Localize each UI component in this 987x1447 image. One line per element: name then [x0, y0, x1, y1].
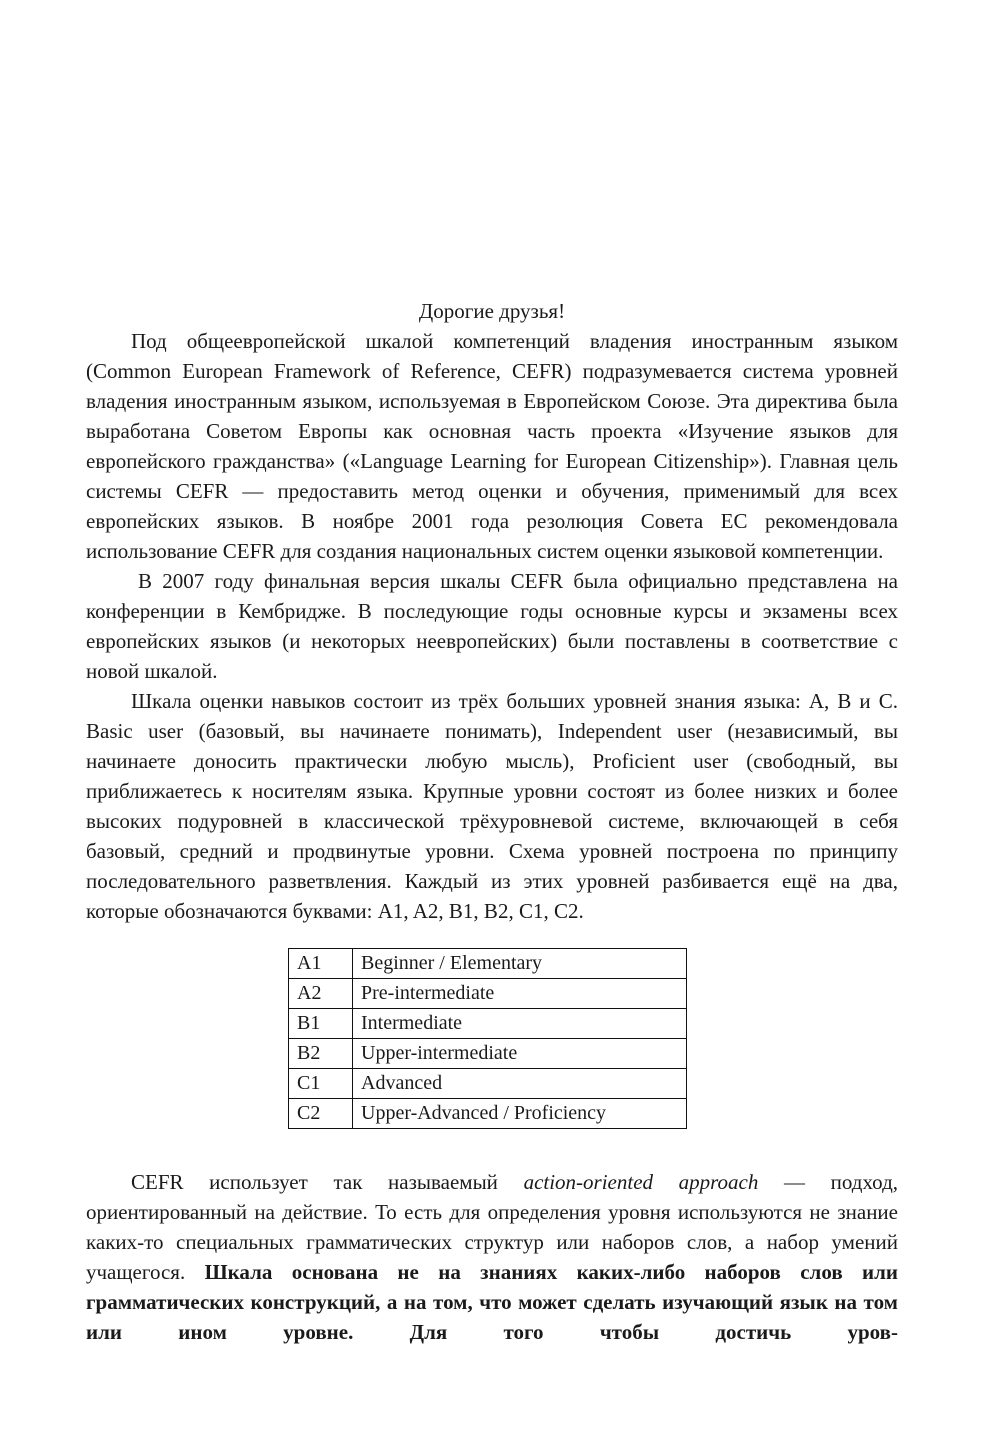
level-code-cell: A2 — [289, 979, 353, 1009]
level-code-cell: B2 — [289, 1039, 353, 1069]
paragraph-skill-scale-levels: Шкала оценки навыков состоит из трёх больших уровней знания языка: A, B и C. Basic user (базовый, вы начинаете понимать), Independent user (независимый, вы начинаете доносить практически любую мысль), Proficient user (свободный, вы приближаетесь к носителям языка. Крупные уровни состоят из более низких и более высоких подуровней в классической трёхуровневой системе, включающей в себя базовый, средний и продвинутые уровни. Схема уровней построена по принципу последовательного разветвления. Каждый из этих уровней разбивается ещё на два, которые обозначаются буквами: A1, A2, B1, B2, C1, C2. — [86, 689, 898, 923]
table-row — [289, 949, 687, 979]
level-name-cell: Pre-intermediate — [353, 979, 687, 1009]
paragraph-action-oriented-approach — [86, 1167, 898, 1377]
table-row — [289, 1009, 687, 1039]
level-code-cell: C1 — [289, 1069, 353, 1099]
levels-table-container — [86, 948, 898, 1129]
closing-run-italic-action-oriented: action-oriented approach — [523, 1170, 759, 1194]
paragraph-2007-final-version: В 2007 году финальная версия шкалы CEFR была официально представлена на конференции в Кембридже. В последующие годы основные курсы и экзамены всех европейских языков (и некоторых неевропейских) были поставлены в соответствие с новой шкалой. — [86, 569, 898, 683]
level-code-cell: A1 — [289, 949, 353, 979]
closing-run-bold-emphasis: Шкала основана не на знаниях каких-либо наборов слов или грамматических конструкций, а на том, что может сделать изучающий язык на том или ином уровне. Для того чтобы достичь уров- — [86, 1260, 898, 1344]
level-name-cell: Upper-Advanced / Proficiency — [353, 1099, 687, 1129]
level-name-cell: Intermediate — [353, 1009, 687, 1039]
closing-run-roman-2: — подход, ориентированный на действие. То есть для определения уровня используются не знание каких-то специальных грамматических структур или наборов слов, а набор умений учащегося. — [86, 1170, 899, 1284]
level-code-cell: B1 — [289, 1009, 353, 1039]
level-name-cell: Upper-intermediate — [353, 1039, 687, 1069]
table-row — [289, 979, 687, 1009]
spacer — [86, 1129, 898, 1167]
level-code-cell: C2 — [289, 1099, 353, 1129]
cefr-levels-table — [288, 948, 687, 1129]
level-name-cell: Beginner / Elementary — [353, 949, 687, 979]
table-row — [289, 1099, 687, 1129]
table-row — [289, 1069, 687, 1099]
page-title: Дорогие друзья! — [418, 299, 566, 323]
closing-run-roman-1: CEFR использует так называемый — [131, 1170, 524, 1194]
level-name-cell: Advanced — [353, 1069, 687, 1099]
document-page — [86, 296, 898, 1377]
paragraph-intro-cefr: Под общеевропейской шкалой компетенций владения иностранным языком (Common European Framework of Reference, CEFR) подразумевается система уровней владения иностранным языком, используемая в Европейском Союзе. Эта директива была выработана Советом Европы как основная часть проекта «Изучение языков для европейского гражданства» («Language Learning for European Citizenship»). Главная цель системы CEFR — предоставить метод оценки и обучения, применимый для всех европейских языков. В ноябре 2001 года резолюция Совета ЕС рекомендовала использование CEFR для создания национальных систем оценки языковой компетенции. — [86, 329, 898, 563]
table-row — [289, 1039, 687, 1069]
levels-table-body — [289, 949, 687, 1129]
